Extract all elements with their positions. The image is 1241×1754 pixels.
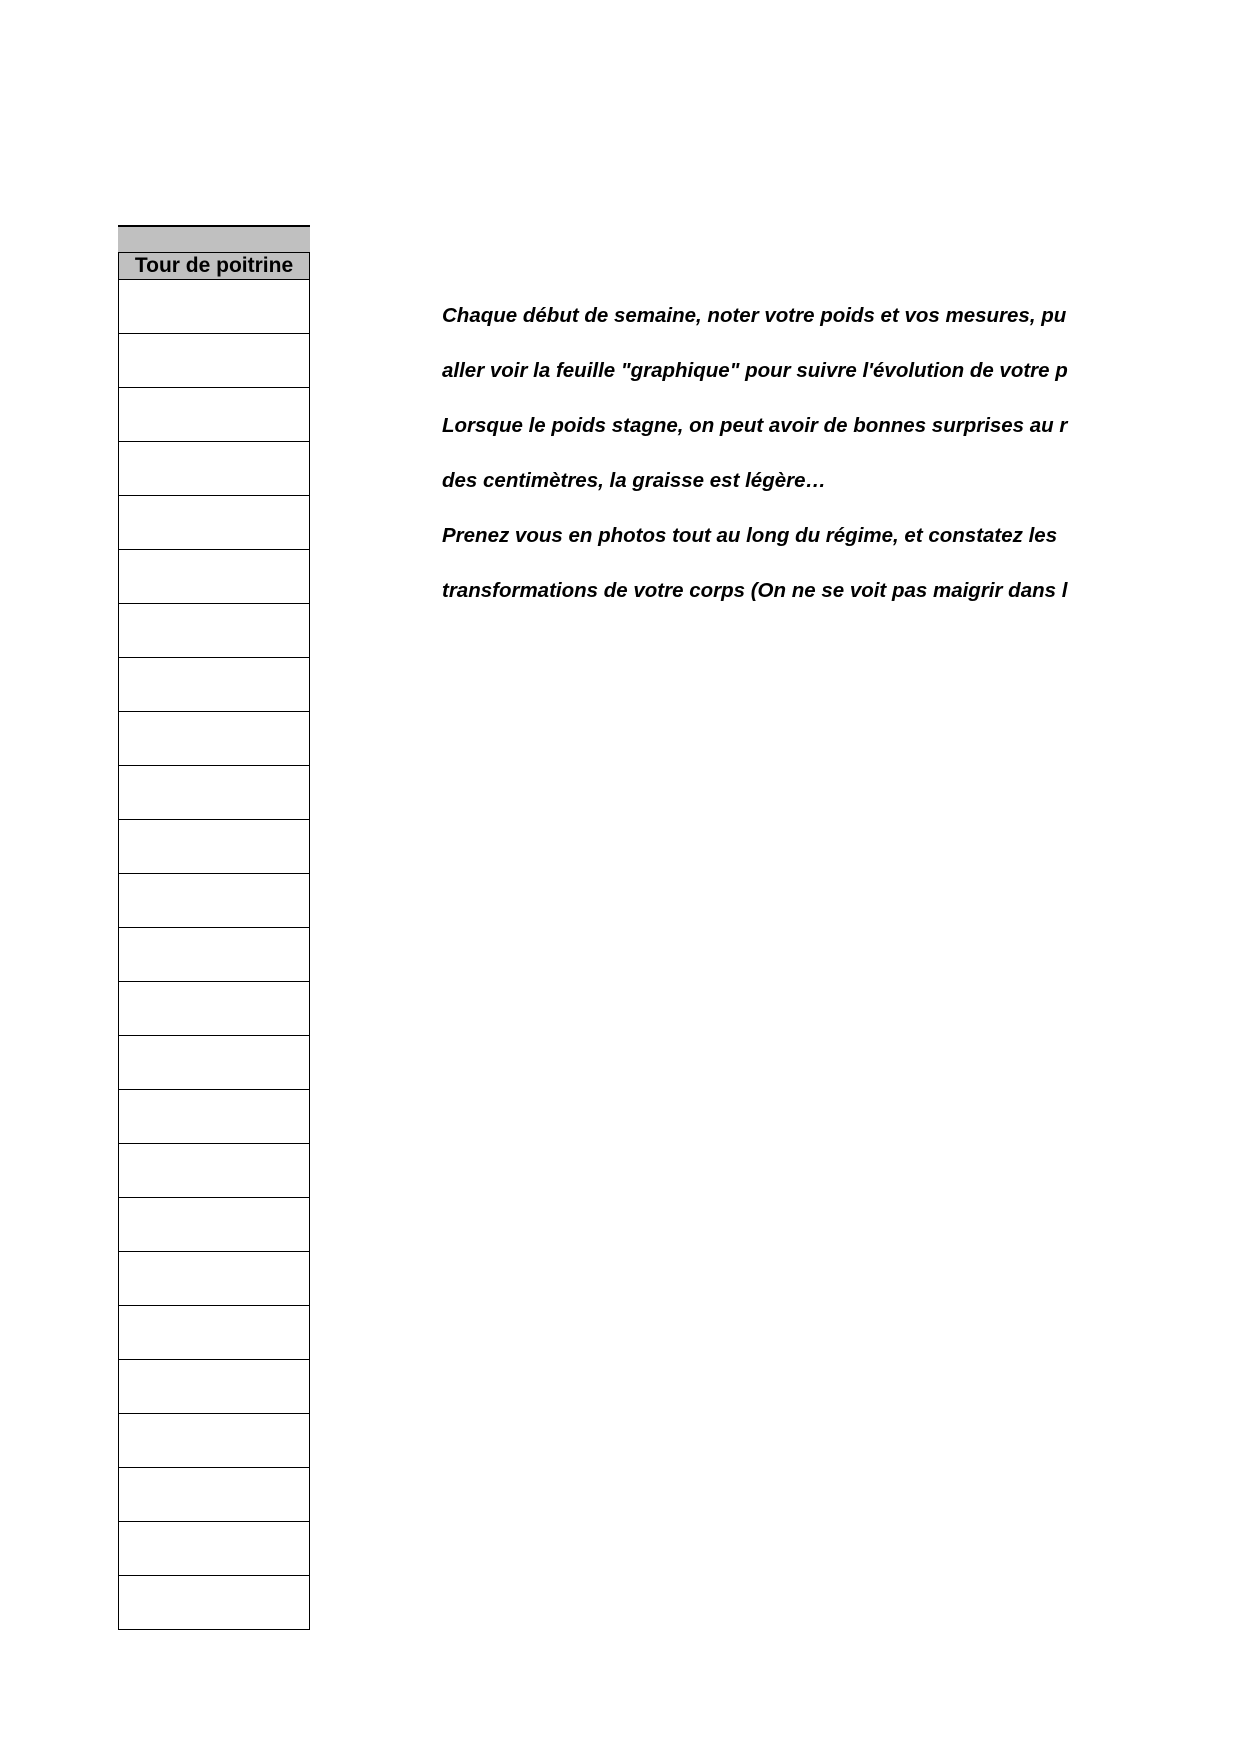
table-row: [119, 496, 310, 550]
measurement-cell[interactable]: [119, 496, 310, 550]
table-row: [119, 1414, 310, 1468]
measurement-cell[interactable]: [119, 1252, 310, 1306]
measurement-cell[interactable]: [119, 1414, 310, 1468]
measurement-cell[interactable]: [119, 820, 310, 874]
measurement-cell[interactable]: [119, 280, 310, 334]
chest-measurement-table: [118, 225, 310, 1630]
table-row: [119, 1252, 310, 1306]
table-row: [119, 334, 310, 388]
table-row: [119, 658, 310, 712]
measurement-cell[interactable]: [119, 712, 310, 766]
measurement-cell[interactable]: [119, 1360, 310, 1414]
table-row: [119, 874, 310, 928]
measurement-cell[interactable]: [119, 1036, 310, 1090]
measurement-cell[interactable]: [119, 1306, 310, 1360]
table-row: [119, 1522, 310, 1576]
measurement-cell[interactable]: [119, 874, 310, 928]
table-row: [119, 1576, 310, 1630]
measurement-cell[interactable]: [119, 1468, 310, 1522]
table-row: [119, 1090, 310, 1144]
blank-header-cell[interactable]: [119, 226, 310, 253]
measurement-cell[interactable]: [119, 334, 310, 388]
table-row: [119, 550, 310, 604]
table-row: [119, 1360, 310, 1414]
table-row: [119, 982, 310, 1036]
instruction-line: aller voir la feuille "graphique" pour suivre l'évolution de votre p: [442, 359, 1068, 382]
measurement-cell[interactable]: [119, 442, 310, 496]
instruction-line: Chaque début de semaine, noter votre poids et vos mesures, pu: [442, 304, 1067, 327]
measurement-cell[interactable]: [119, 550, 310, 604]
instruction-line: Prenez vous en photos tout au long du régime, et constatez les: [442, 524, 1058, 547]
measurement-cell[interactable]: [119, 928, 310, 982]
measurement-cell[interactable]: [119, 982, 310, 1036]
table-row: [119, 820, 310, 874]
table-row: [119, 766, 310, 820]
measurement-cell[interactable]: [119, 1576, 310, 1630]
column-header-tour-de-poitrine[interactable]: Tour de poitrine: [119, 253, 310, 280]
instructions-text-block: [442, 288, 1080, 618]
table-row: [119, 1468, 310, 1522]
instruction-line: transformations de votre corps (On ne se voit pas maigrir dans l: [442, 579, 1068, 602]
table-row: [119, 1198, 310, 1252]
measurement-cell[interactable]: [119, 1090, 310, 1144]
table-row: [119, 280, 310, 334]
table-row: [119, 442, 310, 496]
measurement-cell[interactable]: [119, 1144, 310, 1198]
instruction-line: Lorsque le poids stagne, on peut avoir de bonnes surprises au r: [442, 414, 1068, 437]
table-header-row: [119, 253, 310, 280]
measurement-cell[interactable]: [119, 1198, 310, 1252]
instruction-line: des centimètres, la graisse est légère…: [442, 469, 827, 492]
table-row: [119, 604, 310, 658]
table-blank-header-row: [119, 226, 310, 253]
measurement-cell[interactable]: [119, 658, 310, 712]
measurement-cell[interactable]: [119, 1522, 310, 1576]
table-row: [119, 1306, 310, 1360]
measurement-cell[interactable]: [119, 388, 310, 442]
measurement-cell[interactable]: [119, 766, 310, 820]
table-row: [119, 712, 310, 766]
table-row: [119, 388, 310, 442]
table-row: [119, 928, 310, 982]
table-row: [119, 1036, 310, 1090]
measurement-cell[interactable]: [119, 604, 310, 658]
table-row: [119, 1144, 310, 1198]
